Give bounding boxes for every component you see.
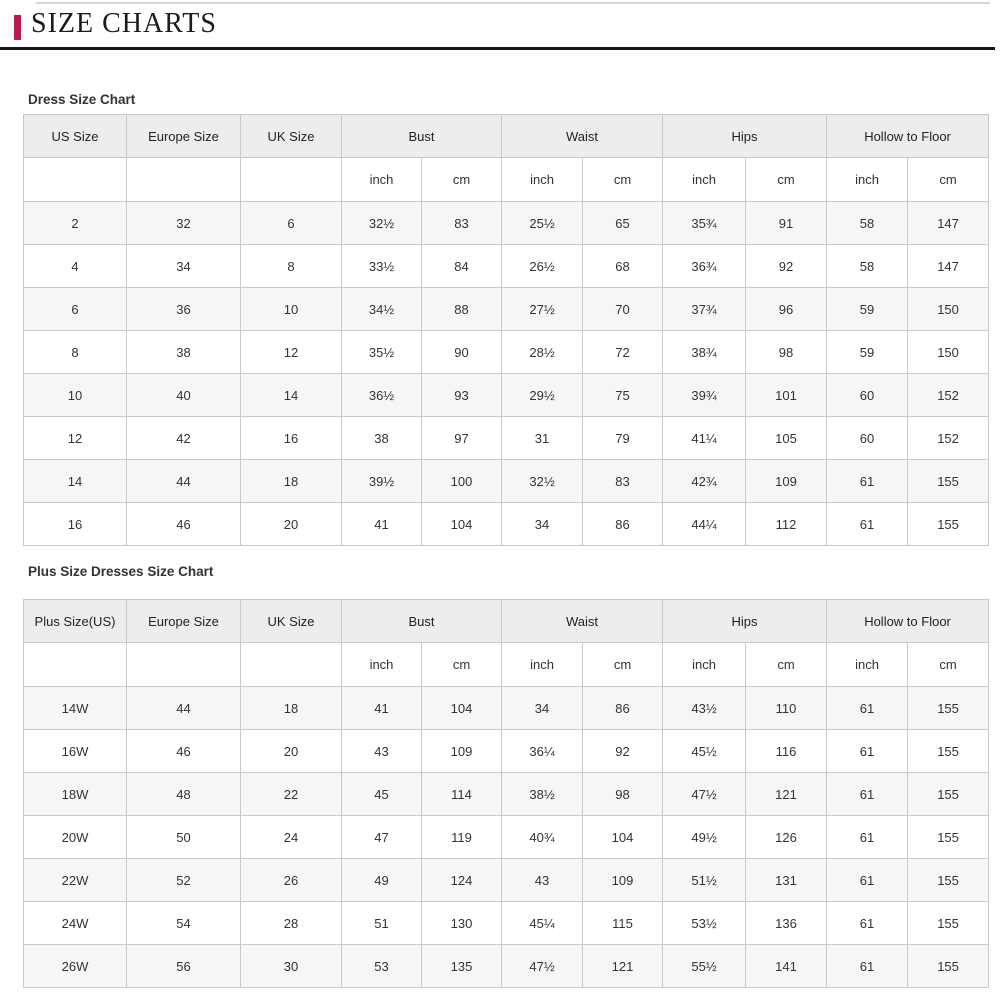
cell: 20W bbox=[24, 816, 127, 859]
table-row bbox=[24, 503, 989, 546]
cell: 61 bbox=[827, 503, 908, 546]
cell: 112 bbox=[746, 503, 827, 546]
cell: 55½ bbox=[663, 945, 746, 988]
cell: 14 bbox=[241, 374, 342, 417]
cell: 114 bbox=[422, 773, 502, 816]
cell: 155 bbox=[908, 945, 989, 988]
cell: 130 bbox=[422, 902, 502, 945]
empty-header-cell bbox=[127, 643, 241, 687]
unit-header: cm bbox=[908, 643, 989, 687]
unit-header: cm bbox=[422, 158, 502, 202]
cell: 28 bbox=[241, 902, 342, 945]
cell: 61 bbox=[827, 773, 908, 816]
cell: 36¾ bbox=[663, 245, 746, 288]
cell: 42 bbox=[127, 417, 241, 460]
cell: 44¼ bbox=[663, 503, 746, 546]
cell: 34 bbox=[127, 245, 241, 288]
unit-header: inch bbox=[342, 643, 422, 687]
cell: 12 bbox=[24, 417, 127, 460]
table-row bbox=[24, 773, 989, 816]
cell: 35¾ bbox=[663, 202, 746, 245]
cell: 119 bbox=[422, 816, 502, 859]
cell: 60 bbox=[827, 374, 908, 417]
cell: 61 bbox=[827, 945, 908, 988]
accent-bar bbox=[14, 15, 21, 40]
cell: 16W bbox=[24, 730, 127, 773]
cell: 45¼ bbox=[502, 902, 583, 945]
cell: 36½ bbox=[342, 374, 422, 417]
table-row bbox=[24, 417, 989, 460]
cell: 84 bbox=[422, 245, 502, 288]
cell: 97 bbox=[422, 417, 502, 460]
cell: 105 bbox=[746, 417, 827, 460]
cell: 46 bbox=[127, 503, 241, 546]
cell: 12 bbox=[241, 331, 342, 374]
cell: 68 bbox=[583, 245, 663, 288]
cell: 115 bbox=[583, 902, 663, 945]
cell: 88 bbox=[422, 288, 502, 331]
cell: 49½ bbox=[663, 816, 746, 859]
cell: 44 bbox=[127, 460, 241, 503]
cell: 22W bbox=[24, 859, 127, 902]
cell: 25½ bbox=[502, 202, 583, 245]
cell: 109 bbox=[422, 730, 502, 773]
cell: 32½ bbox=[342, 202, 422, 245]
page-title: SIZE CHARTS bbox=[31, 8, 217, 39]
cell: 40 bbox=[127, 374, 241, 417]
cell: 58 bbox=[827, 202, 908, 245]
measure-group-header: Waist bbox=[502, 115, 663, 158]
measure-group-header: Hips bbox=[663, 600, 827, 643]
table-row bbox=[24, 859, 989, 902]
cell: 61 bbox=[827, 730, 908, 773]
cell: 121 bbox=[583, 945, 663, 988]
cell: 10 bbox=[24, 374, 127, 417]
cell: 34 bbox=[502, 503, 583, 546]
cell: 155 bbox=[908, 902, 989, 945]
cell: 47½ bbox=[663, 773, 746, 816]
cell: 18 bbox=[241, 687, 342, 730]
cell: 124 bbox=[422, 859, 502, 902]
cell: 96 bbox=[746, 288, 827, 331]
measure-group-header: Hollow to Floor bbox=[827, 115, 989, 158]
unit-header-row bbox=[24, 158, 989, 202]
cell: 49 bbox=[342, 859, 422, 902]
cell: 135 bbox=[422, 945, 502, 988]
table-row bbox=[24, 730, 989, 773]
cell: 61 bbox=[827, 859, 908, 902]
cell: 79 bbox=[583, 417, 663, 460]
cell: 43 bbox=[342, 730, 422, 773]
cell: 70 bbox=[583, 288, 663, 331]
table-row bbox=[24, 460, 989, 503]
header-row bbox=[24, 600, 989, 643]
table-row bbox=[24, 374, 989, 417]
cell: 34 bbox=[502, 687, 583, 730]
cell: 10 bbox=[241, 288, 342, 331]
cell: 110 bbox=[746, 687, 827, 730]
cell: 59 bbox=[827, 288, 908, 331]
cell: 51½ bbox=[663, 859, 746, 902]
cell: 38¾ bbox=[663, 331, 746, 374]
cell: 61 bbox=[827, 460, 908, 503]
cell: 47½ bbox=[502, 945, 583, 988]
cell: 116 bbox=[746, 730, 827, 773]
cell: 40¾ bbox=[502, 816, 583, 859]
column-header: Europe Size bbox=[127, 600, 241, 643]
cell: 83 bbox=[583, 460, 663, 503]
cell: 36¼ bbox=[502, 730, 583, 773]
cell: 51 bbox=[342, 902, 422, 945]
unit-header: inch bbox=[502, 158, 583, 202]
measure-group-header: Bust bbox=[342, 115, 502, 158]
cell: 109 bbox=[746, 460, 827, 503]
cell: 59 bbox=[827, 331, 908, 374]
cell: 75 bbox=[583, 374, 663, 417]
cell: 36 bbox=[127, 288, 241, 331]
unit-header: inch bbox=[827, 158, 908, 202]
empty-header-cell bbox=[127, 158, 241, 202]
cell: 16 bbox=[241, 417, 342, 460]
unit-header: cm bbox=[583, 158, 663, 202]
cell: 126 bbox=[746, 816, 827, 859]
cell: 155 bbox=[908, 773, 989, 816]
cell: 16 bbox=[24, 503, 127, 546]
empty-header-cell bbox=[241, 643, 342, 687]
unit-header: inch bbox=[663, 158, 746, 202]
cell: 83 bbox=[422, 202, 502, 245]
cell: 60 bbox=[827, 417, 908, 460]
cell: 39¾ bbox=[663, 374, 746, 417]
cell: 38 bbox=[342, 417, 422, 460]
empty-header-cell bbox=[241, 158, 342, 202]
cell: 4 bbox=[24, 245, 127, 288]
cell: 104 bbox=[583, 816, 663, 859]
empty-header-cell bbox=[24, 643, 127, 687]
cell: 28½ bbox=[502, 331, 583, 374]
cell: 53½ bbox=[663, 902, 746, 945]
cell: 61 bbox=[827, 902, 908, 945]
cell: 104 bbox=[422, 503, 502, 546]
cell: 33½ bbox=[342, 245, 422, 288]
cell: 141 bbox=[746, 945, 827, 988]
plus-size-chart-label: Plus Size Dresses Size Chart bbox=[28, 564, 214, 579]
cell: 29½ bbox=[502, 374, 583, 417]
cell: 155 bbox=[908, 730, 989, 773]
cell: 98 bbox=[746, 331, 827, 374]
cell: 54 bbox=[127, 902, 241, 945]
top-divider-line bbox=[36, 2, 990, 4]
cell: 150 bbox=[908, 331, 989, 374]
unit-header: inch bbox=[827, 643, 908, 687]
unit-header: cm bbox=[746, 158, 827, 202]
cell: 50 bbox=[127, 816, 241, 859]
cell: 34½ bbox=[342, 288, 422, 331]
cell: 47 bbox=[342, 816, 422, 859]
unit-header: inch bbox=[663, 643, 746, 687]
unit-header-row bbox=[24, 643, 989, 687]
cell: 101 bbox=[746, 374, 827, 417]
table-row bbox=[24, 245, 989, 288]
cell: 2 bbox=[24, 202, 127, 245]
cell: 14 bbox=[24, 460, 127, 503]
cell: 31 bbox=[502, 417, 583, 460]
cell: 18 bbox=[241, 460, 342, 503]
cell: 155 bbox=[908, 460, 989, 503]
cell: 98 bbox=[583, 773, 663, 816]
dress-size-chart-label: Dress Size Chart bbox=[28, 92, 136, 107]
column-header: Europe Size bbox=[127, 115, 241, 158]
column-header: US Size bbox=[24, 115, 127, 158]
cell: 131 bbox=[746, 859, 827, 902]
dress-size-table bbox=[23, 114, 989, 546]
cell: 18W bbox=[24, 773, 127, 816]
table-row bbox=[24, 687, 989, 730]
cell: 100 bbox=[422, 460, 502, 503]
cell: 27½ bbox=[502, 288, 583, 331]
cell: 43 bbox=[502, 859, 583, 902]
table-row bbox=[24, 288, 989, 331]
cell: 61 bbox=[827, 816, 908, 859]
cell: 30 bbox=[241, 945, 342, 988]
cell: 41 bbox=[342, 503, 422, 546]
cell: 152 bbox=[908, 374, 989, 417]
cell: 8 bbox=[241, 245, 342, 288]
cell: 41¼ bbox=[663, 417, 746, 460]
cell: 121 bbox=[746, 773, 827, 816]
measure-group-header: Hollow to Floor bbox=[827, 600, 989, 643]
cell: 35½ bbox=[342, 331, 422, 374]
title-underline bbox=[0, 47, 995, 50]
cell: 150 bbox=[908, 288, 989, 331]
unit-header: cm bbox=[908, 158, 989, 202]
cell: 26 bbox=[241, 859, 342, 902]
cell: 86 bbox=[583, 503, 663, 546]
cell: 53 bbox=[342, 945, 422, 988]
cell: 39½ bbox=[342, 460, 422, 503]
cell: 152 bbox=[908, 417, 989, 460]
table-row bbox=[24, 945, 989, 988]
cell: 155 bbox=[908, 687, 989, 730]
cell: 6 bbox=[241, 202, 342, 245]
cell: 104 bbox=[422, 687, 502, 730]
measure-group-header: Hips bbox=[663, 115, 827, 158]
unit-header: cm bbox=[746, 643, 827, 687]
cell: 52 bbox=[127, 859, 241, 902]
cell: 41 bbox=[342, 687, 422, 730]
cell: 24 bbox=[241, 816, 342, 859]
cell: 32 bbox=[127, 202, 241, 245]
cell: 90 bbox=[422, 331, 502, 374]
column-header: UK Size bbox=[241, 600, 342, 643]
cell: 136 bbox=[746, 902, 827, 945]
table-row bbox=[24, 816, 989, 859]
cell: 42¾ bbox=[663, 460, 746, 503]
cell: 72 bbox=[583, 331, 663, 374]
measure-group-header: Waist bbox=[502, 600, 663, 643]
cell: 93 bbox=[422, 374, 502, 417]
table-row bbox=[24, 331, 989, 374]
unit-header: inch bbox=[342, 158, 422, 202]
empty-header-cell bbox=[24, 158, 127, 202]
cell: 155 bbox=[908, 503, 989, 546]
cell: 56 bbox=[127, 945, 241, 988]
cell: 26½ bbox=[502, 245, 583, 288]
cell: 38½ bbox=[502, 773, 583, 816]
cell: 92 bbox=[746, 245, 827, 288]
cell: 26W bbox=[24, 945, 127, 988]
measure-group-header: Bust bbox=[342, 600, 502, 643]
cell: 92 bbox=[583, 730, 663, 773]
cell: 58 bbox=[827, 245, 908, 288]
cell: 24W bbox=[24, 902, 127, 945]
cell: 86 bbox=[583, 687, 663, 730]
cell: 45 bbox=[342, 773, 422, 816]
cell: 109 bbox=[583, 859, 663, 902]
cell: 38 bbox=[127, 331, 241, 374]
table-row bbox=[24, 202, 989, 245]
unit-header: inch bbox=[502, 643, 583, 687]
unit-header: cm bbox=[583, 643, 663, 687]
cell: 8 bbox=[24, 331, 127, 374]
cell: 155 bbox=[908, 859, 989, 902]
cell: 37¾ bbox=[663, 288, 746, 331]
unit-header: cm bbox=[422, 643, 502, 687]
cell: 91 bbox=[746, 202, 827, 245]
column-header: Plus Size(US) bbox=[24, 600, 127, 643]
cell: 14W bbox=[24, 687, 127, 730]
table-row bbox=[24, 902, 989, 945]
cell: 46 bbox=[127, 730, 241, 773]
cell: 48 bbox=[127, 773, 241, 816]
cell: 6 bbox=[24, 288, 127, 331]
cell: 22 bbox=[241, 773, 342, 816]
cell: 65 bbox=[583, 202, 663, 245]
cell: 61 bbox=[827, 687, 908, 730]
cell: 20 bbox=[241, 730, 342, 773]
header-row bbox=[24, 115, 989, 158]
cell: 20 bbox=[241, 503, 342, 546]
cell: 43½ bbox=[663, 687, 746, 730]
cell: 32½ bbox=[502, 460, 583, 503]
cell: 147 bbox=[908, 202, 989, 245]
cell: 155 bbox=[908, 816, 989, 859]
column-header: UK Size bbox=[241, 115, 342, 158]
plus-size-table bbox=[23, 599, 989, 988]
cell: 147 bbox=[908, 245, 989, 288]
cell: 45½ bbox=[663, 730, 746, 773]
cell: 44 bbox=[127, 687, 241, 730]
